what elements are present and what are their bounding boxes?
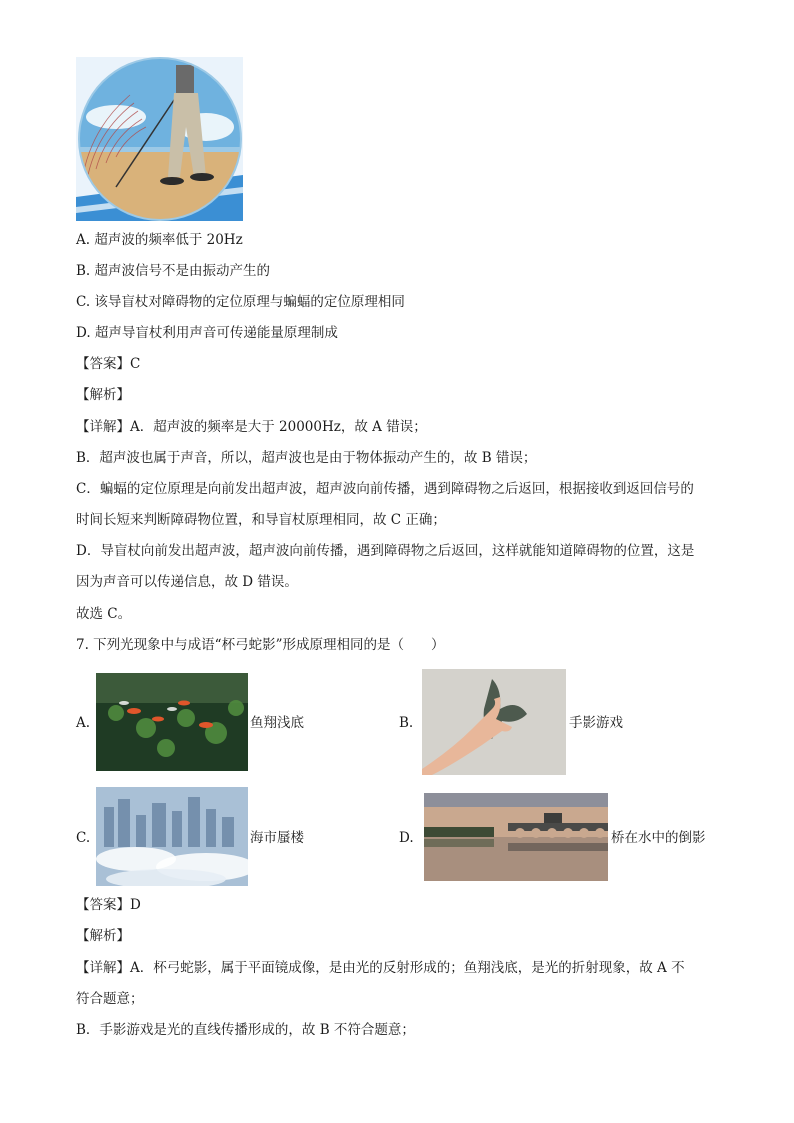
q7-option-a-letter: A. [76, 715, 91, 731]
q6-answer: 【答案】C [76, 356, 141, 372]
q7-option-b-letter: B. [399, 715, 414, 731]
q7-option-c-caption: 海市蜃楼 [250, 830, 304, 846]
q6-detail-line: B．超声波也属于声音，所以，超声波也是由于物体振动产生的，故 B 错误； [76, 450, 537, 466]
hand-shadow-image [422, 669, 566, 775]
q6-detail-line: 因为声音可以传递信息，故 D 错误。 [76, 574, 298, 590]
q7-option-d-letter: D. [399, 830, 414, 846]
q6-detail-line: 【详解】A．超声波的频率是大于 20000Hz，故 A 错误； [76, 419, 427, 435]
q7-option-d-caption: 桥在水中的倒影 [611, 830, 706, 846]
fish-in-shallow-water-image [96, 673, 248, 771]
q6-detail-line: C．蝙蝠的定位原理是向前发出超声波，超声波向前传播，遇到障碍物之后返回，根据接收到返回信号的 [76, 481, 694, 497]
q6-option-d: D. 超声导盲杖利用声音可传递能量原理制成 [76, 325, 338, 341]
q7-stem: 7. 下列光现象中与成语“杯弓蛇影”形成原理相同的是（ ） [76, 637, 445, 653]
q7-detail-line: 符合题意； [76, 991, 144, 1007]
q7-detail-line: 【详解】A．杯弓蛇影，属于平面镜成像，是由光的反射形成的；鱼翔浅底，是光的折射现象，故 A 不 [76, 960, 685, 976]
q6-option-c: C. 该导盲杖对障碍物的定位原理与蝙蝠的定位原理相同 [76, 294, 405, 310]
ultrasonic-cane-figure [76, 57, 243, 221]
q7-option-c-letter: C. [76, 830, 91, 846]
q6-detail-line: 故选 C。 [76, 606, 132, 622]
q6-analysis-label: 【解析】 [76, 387, 130, 403]
q7-option-a-caption: 鱼翔浅底 [250, 715, 304, 731]
q6-detail-line: D．导盲杖向前发出超声波，超声波向前传播，遇到障碍物之后返回，这样就能知道障碍物的位置，这是 [76, 543, 695, 559]
q7-detail-line: B．手影游戏是光的直线传播形成的，故 B 不符合题意； [76, 1022, 415, 1038]
q7-option-b-caption: 手影游戏 [569, 715, 623, 731]
bridge-reflection-image [424, 793, 608, 881]
mirage-image [96, 787, 248, 886]
q7-answer: 【答案】D [76, 897, 141, 913]
q6-option-b: B. 超声波信号不是由振动产生的 [76, 263, 271, 279]
q7-analysis-label: 【解析】 [76, 928, 130, 944]
q6-option-a: A. 超声波的频率低于 20Hz [76, 232, 243, 248]
q6-detail-line: 时间长短来判断障碍物位置，和导盲杖原理相同，故 C 正确； [76, 512, 446, 528]
